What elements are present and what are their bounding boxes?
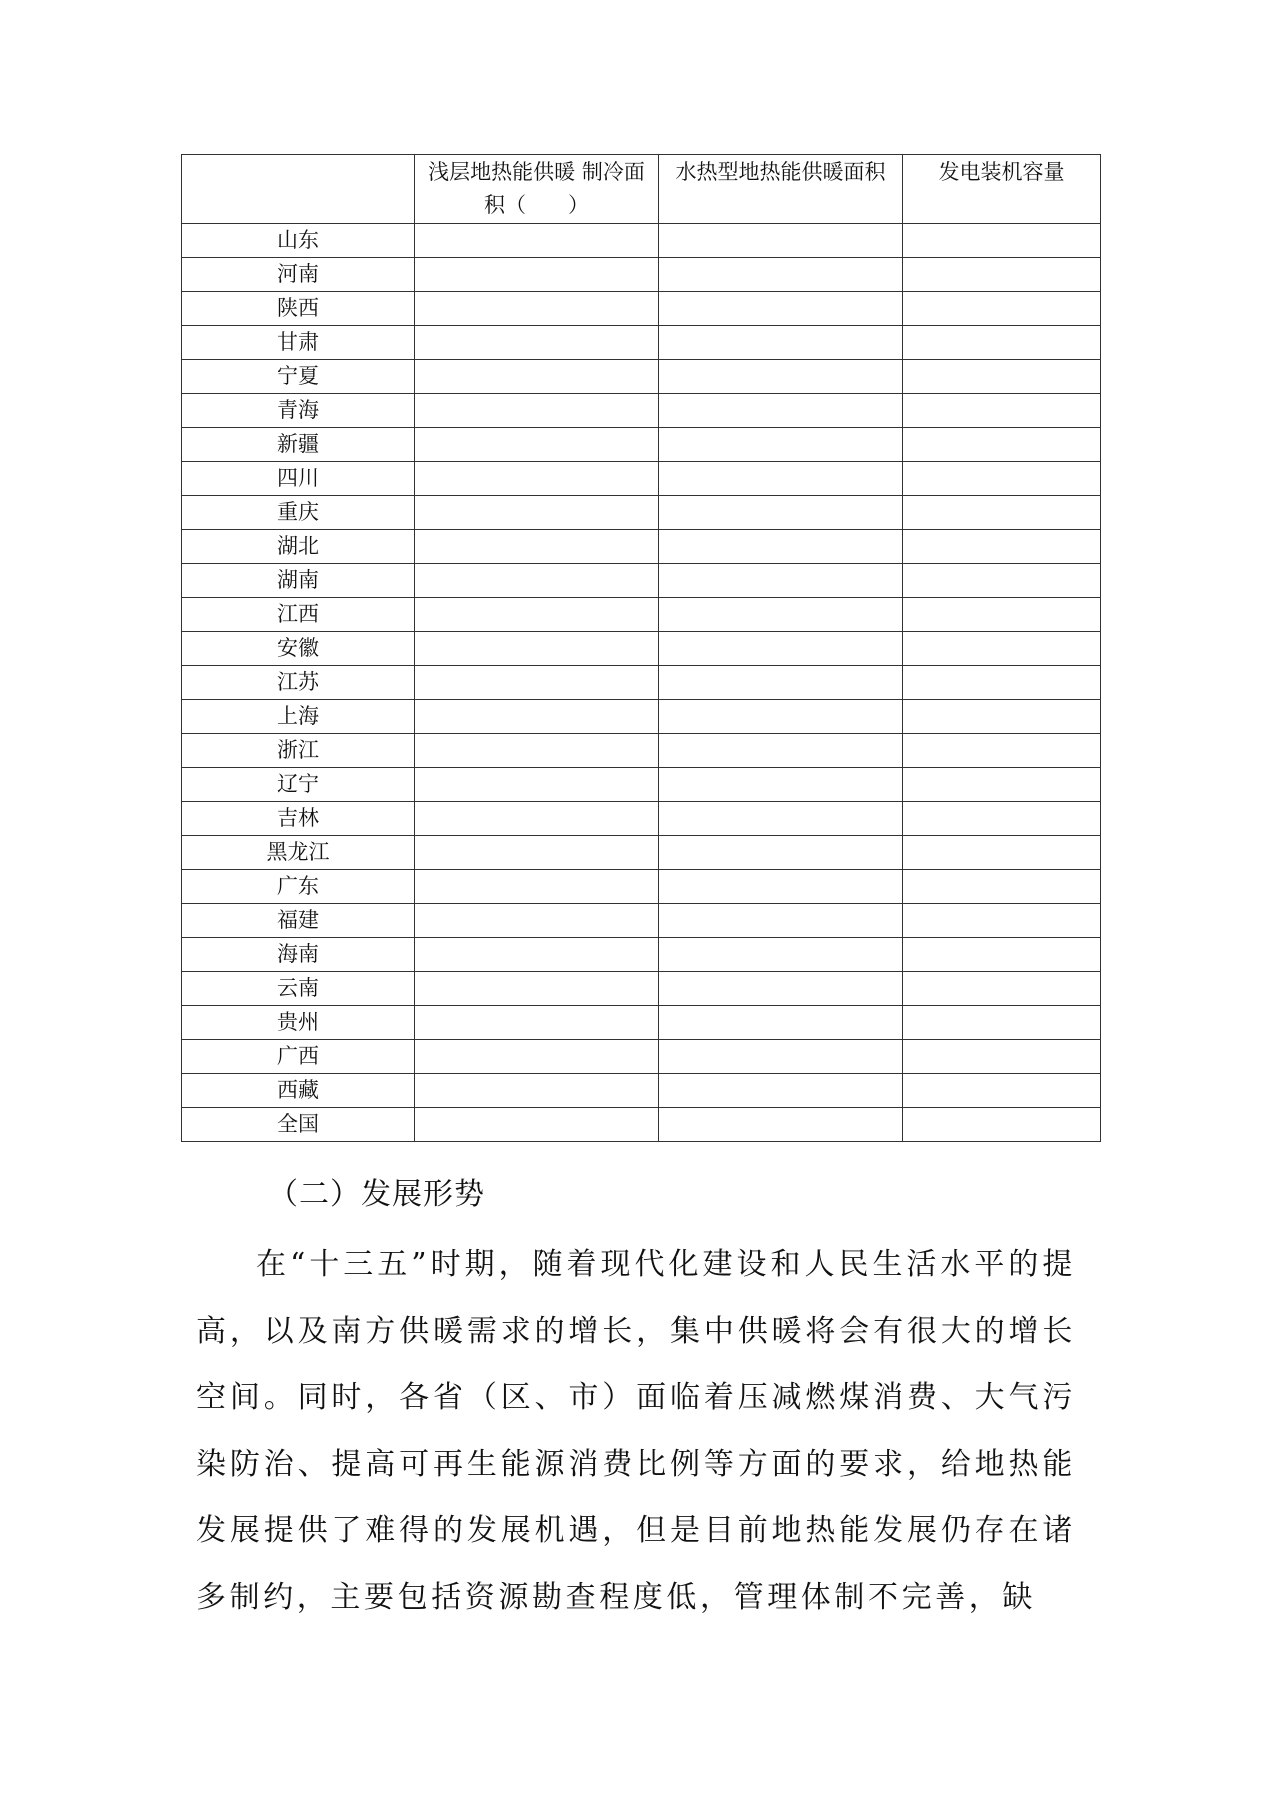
empty-value-cell bbox=[659, 394, 903, 428]
empty-value-cell bbox=[659, 258, 903, 292]
table-row bbox=[182, 258, 1101, 292]
region-cell: 海南 bbox=[182, 938, 415, 972]
header-cell-region bbox=[182, 155, 415, 224]
empty-value-cell bbox=[903, 564, 1101, 598]
table-row bbox=[182, 1040, 1101, 1074]
empty-value-cell bbox=[659, 632, 903, 666]
empty-value-cell bbox=[903, 394, 1101, 428]
table-header-row bbox=[182, 155, 1101, 224]
empty-value-cell bbox=[415, 734, 659, 768]
empty-value-cell bbox=[415, 394, 659, 428]
empty-value-cell bbox=[415, 802, 659, 836]
region-cell: 重庆 bbox=[182, 496, 415, 530]
section-title: （二）发展形势 bbox=[268, 1177, 485, 1212]
empty-value-cell bbox=[415, 360, 659, 394]
region-cell: 湖南 bbox=[182, 564, 415, 598]
region-cell: 陕西 bbox=[182, 292, 415, 326]
region-cell: 辽宁 bbox=[182, 768, 415, 802]
empty-value-cell bbox=[415, 598, 659, 632]
table-body bbox=[182, 224, 1101, 1142]
region-cell: 青海 bbox=[182, 394, 415, 428]
empty-value-cell bbox=[659, 802, 903, 836]
empty-value-cell bbox=[659, 734, 903, 768]
empty-value-cell bbox=[415, 666, 659, 700]
region-cell: 山东 bbox=[182, 224, 415, 258]
empty-value-cell bbox=[659, 292, 903, 326]
region-cell: 广东 bbox=[182, 870, 415, 904]
region-cell: 吉林 bbox=[182, 802, 415, 836]
empty-value-cell bbox=[903, 768, 1101, 802]
table-row bbox=[182, 530, 1101, 564]
empty-value-cell bbox=[903, 870, 1101, 904]
table-row bbox=[182, 496, 1101, 530]
header-cell-hydrothermal-heating-area: 水热型地热能供暖面积 bbox=[659, 155, 903, 224]
region-cell: 贵州 bbox=[182, 1006, 415, 1040]
empty-value-cell bbox=[903, 734, 1101, 768]
empty-value-cell bbox=[415, 326, 659, 360]
region-cell: 江西 bbox=[182, 598, 415, 632]
geothermal-stats-table bbox=[181, 154, 1101, 1142]
empty-value-cell bbox=[903, 938, 1101, 972]
empty-value-cell bbox=[415, 1108, 659, 1142]
empty-value-cell bbox=[415, 870, 659, 904]
empty-value-cell bbox=[659, 530, 903, 564]
empty-value-cell bbox=[903, 462, 1101, 496]
table-row bbox=[182, 802, 1101, 836]
table-row bbox=[182, 700, 1101, 734]
region-cell: 江苏 bbox=[182, 666, 415, 700]
table-row bbox=[182, 972, 1101, 1006]
empty-value-cell bbox=[659, 1040, 903, 1074]
empty-value-cell bbox=[659, 870, 903, 904]
empty-value-cell bbox=[415, 836, 659, 870]
empty-value-cell bbox=[659, 904, 903, 938]
table-row bbox=[182, 1006, 1101, 1040]
empty-value-cell bbox=[659, 496, 903, 530]
empty-value-cell bbox=[415, 258, 659, 292]
empty-value-cell bbox=[659, 462, 903, 496]
empty-value-cell bbox=[415, 1006, 659, 1040]
empty-value-cell bbox=[659, 836, 903, 870]
empty-value-cell bbox=[903, 836, 1101, 870]
table-row bbox=[182, 598, 1101, 632]
empty-value-cell bbox=[415, 632, 659, 666]
empty-value-cell bbox=[659, 972, 903, 1006]
table-row bbox=[182, 666, 1101, 700]
table-row bbox=[182, 1074, 1101, 1108]
region-cell: 新疆 bbox=[182, 428, 415, 462]
empty-value-cell bbox=[659, 598, 903, 632]
region-cell: 全国 bbox=[182, 1108, 415, 1142]
region-cell: 宁夏 bbox=[182, 360, 415, 394]
empty-value-cell bbox=[415, 530, 659, 564]
region-cell: 云南 bbox=[182, 972, 415, 1006]
empty-value-cell bbox=[903, 530, 1101, 564]
empty-value-cell bbox=[415, 1040, 659, 1074]
table-row bbox=[182, 938, 1101, 972]
empty-value-cell bbox=[415, 1074, 659, 1108]
table-row bbox=[182, 394, 1101, 428]
empty-value-cell bbox=[659, 564, 903, 598]
header-cell-shallow-heating-area: 浅层地热能供暖 制冷面积（ ） bbox=[415, 155, 659, 224]
region-cell: 浙江 bbox=[182, 734, 415, 768]
region-cell: 湖北 bbox=[182, 530, 415, 564]
empty-value-cell bbox=[659, 326, 903, 360]
empty-value-cell bbox=[903, 360, 1101, 394]
empty-value-cell bbox=[659, 1108, 903, 1142]
empty-value-cell bbox=[903, 292, 1101, 326]
empty-value-cell bbox=[415, 496, 659, 530]
empty-value-cell bbox=[659, 768, 903, 802]
body-paragraph: 在“十三五”时期，随着现代化建设和人民生活水平的提高，以及南方供暖需求的增长，集中供暖将会有很大的增长空间。同时，各省（区、市）面临着压减燃煤消费、大气污染防治、提高可再生能源消费比例等方面的要求，给地热能发展提供了难得的发展机遇，但是目前地热能发展仍存在诸多制约，主要包括资源勘查程度低，管理体制不完善，缺 bbox=[196, 1247, 1076, 1615]
empty-value-cell bbox=[903, 802, 1101, 836]
table-row bbox=[182, 564, 1101, 598]
table-row bbox=[182, 360, 1101, 394]
empty-value-cell bbox=[415, 292, 659, 326]
empty-value-cell bbox=[903, 632, 1101, 666]
region-cell: 上海 bbox=[182, 700, 415, 734]
region-cell: 广西 bbox=[182, 1040, 415, 1074]
table-row bbox=[182, 462, 1101, 496]
empty-value-cell bbox=[903, 496, 1101, 530]
empty-value-cell bbox=[903, 666, 1101, 700]
empty-value-cell bbox=[659, 1074, 903, 1108]
table-row bbox=[182, 1108, 1101, 1142]
empty-value-cell bbox=[659, 224, 903, 258]
empty-value-cell bbox=[415, 972, 659, 1006]
empty-value-cell bbox=[903, 1074, 1101, 1108]
empty-value-cell bbox=[903, 972, 1101, 1006]
empty-value-cell bbox=[659, 1006, 903, 1040]
region-cell: 河南 bbox=[182, 258, 415, 292]
empty-value-cell bbox=[415, 428, 659, 462]
table-row bbox=[182, 292, 1101, 326]
table-row bbox=[182, 836, 1101, 870]
empty-value-cell bbox=[903, 1006, 1101, 1040]
region-cell: 西藏 bbox=[182, 1074, 415, 1108]
empty-value-cell bbox=[415, 904, 659, 938]
table-row bbox=[182, 326, 1101, 360]
empty-value-cell bbox=[903, 428, 1101, 462]
table-row bbox=[182, 870, 1101, 904]
table-row bbox=[182, 632, 1101, 666]
empty-value-cell bbox=[903, 258, 1101, 292]
empty-value-cell bbox=[903, 326, 1101, 360]
empty-value-cell bbox=[903, 1108, 1101, 1142]
table-row bbox=[182, 428, 1101, 462]
empty-value-cell bbox=[903, 1040, 1101, 1074]
header-cell-generation-capacity: 发电装机容量 bbox=[903, 155, 1101, 224]
table-row bbox=[182, 904, 1101, 938]
region-cell: 黑龙江 bbox=[182, 836, 415, 870]
empty-value-cell bbox=[415, 768, 659, 802]
empty-value-cell bbox=[415, 700, 659, 734]
table-row bbox=[182, 768, 1101, 802]
region-cell: 福建 bbox=[182, 904, 415, 938]
empty-value-cell bbox=[903, 598, 1101, 632]
table-row bbox=[182, 734, 1101, 768]
region-cell: 甘肃 bbox=[182, 326, 415, 360]
region-cell: 四川 bbox=[182, 462, 415, 496]
empty-value-cell bbox=[415, 938, 659, 972]
empty-value-cell bbox=[415, 462, 659, 496]
empty-value-cell bbox=[415, 564, 659, 598]
empty-value-cell bbox=[659, 700, 903, 734]
empty-value-cell bbox=[903, 904, 1101, 938]
empty-value-cell bbox=[903, 224, 1101, 258]
empty-value-cell bbox=[659, 360, 903, 394]
region-cell: 安徽 bbox=[182, 632, 415, 666]
empty-value-cell bbox=[659, 938, 903, 972]
empty-value-cell bbox=[659, 666, 903, 700]
empty-value-cell bbox=[903, 700, 1101, 734]
empty-value-cell bbox=[659, 428, 903, 462]
table-row bbox=[182, 224, 1101, 258]
empty-value-cell bbox=[415, 224, 659, 258]
